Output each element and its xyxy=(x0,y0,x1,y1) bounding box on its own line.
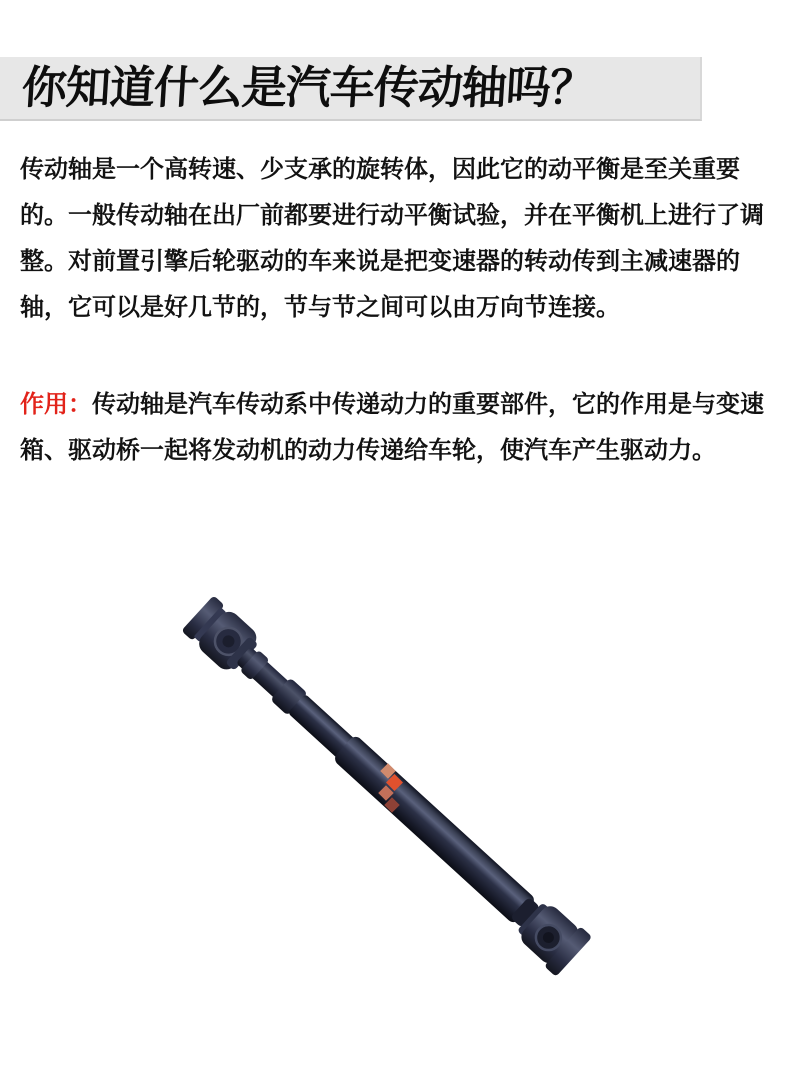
role-text: 传动轴是汽车传动系中传递动力的重要部件，它的作用是与变速 xyxy=(92,391,764,418)
drive-shaft-figure xyxy=(150,595,620,995)
page-title: 你知道什么是汽车传动轴吗？ xyxy=(20,62,596,113)
paragraph-line: 箱、驱动桥一起将发动机的动力传递给车轮，使汽车产生驱动力。 xyxy=(20,437,716,464)
drive-shaft-image xyxy=(150,595,620,995)
intro-paragraph xyxy=(20,147,764,331)
role-paragraph xyxy=(20,382,764,474)
paragraph-line: 轴，它可以是好几节的，节与节之间可以由万向节连接。 xyxy=(20,294,620,321)
paragraph-line: 传动轴是一个高转速、少支承的旋转体，因此它的动平衡是至关重要 xyxy=(20,156,740,183)
paragraph-line: 整。对前置引擎后轮驱动的车来说是把变速器的转动传到主减速器的 xyxy=(20,248,740,275)
paragraph-line: 的。一般传动轴在出厂前都要进行动平衡试验，并在平衡机上进行了调 xyxy=(20,202,764,229)
title-banner xyxy=(0,57,702,121)
role-label: 作用： xyxy=(20,391,92,418)
paragraph-line xyxy=(20,382,764,428)
shaft-tube xyxy=(285,691,543,931)
